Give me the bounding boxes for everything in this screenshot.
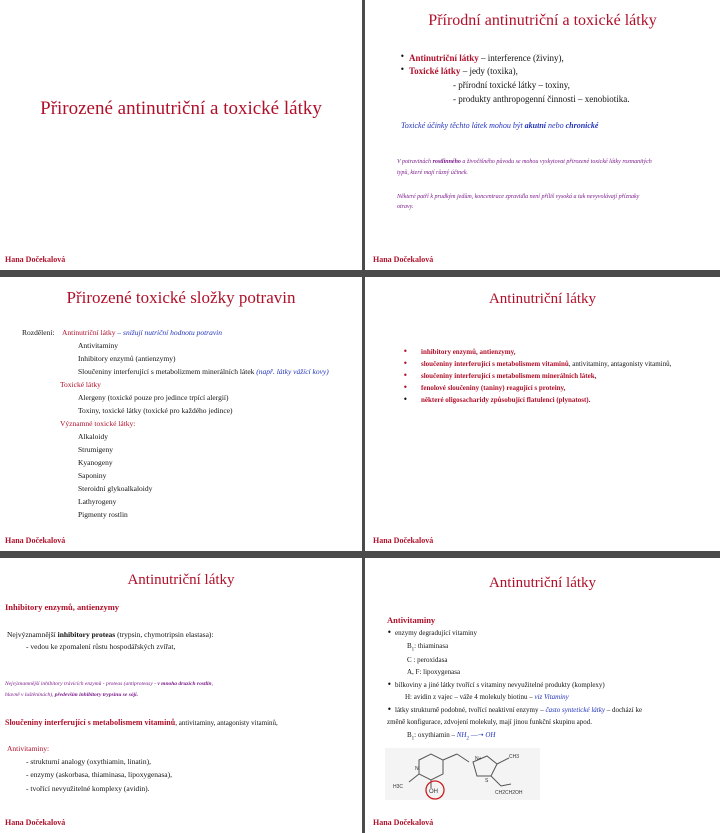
list-item: Pigmenty rostlin [78, 510, 128, 519]
slide-title: Antinutriční látky [127, 572, 235, 588]
bullet-text: sloučeniny interferující s metabolismem vitaminů, antivitaminy, antagonisty vitaminů, [421, 360, 672, 368]
list-item: Strumigeny [78, 445, 113, 454]
body-text: Nejvýznamnější inhibitory proteas (trypsin, chymotripsin elastasa): [7, 630, 214, 639]
slide-footer: Hana Dočekalová [5, 818, 66, 827]
slide-title: Přirozené toxické složky potravin [66, 288, 296, 307]
list-item: Saponiny [78, 471, 107, 480]
sub-item: - přírodní toxické látky – toxiny, [453, 80, 570, 90]
slide-title: Přirozené antinutriční a toxické látky [40, 98, 322, 119]
slide-footer: Hana Dočekalová [5, 536, 66, 545]
bullet: • [403, 383, 408, 392]
list-item: Alkaloidy [78, 432, 108, 441]
body-text: bílkoviny a jiné látky tvořící s vitaminy nevyužitelné produkty (komplexy) [395, 681, 605, 689]
nplus-label: N+ [475, 756, 482, 762]
list-item: - enzymy (askorbasa, thiaminasa, lipoxygenasa), [26, 770, 172, 779]
paragraph: Některé patří k prudkým jedům, koncentrace zpravidla není příliš vysoká a tak nevyvolávají příznaky [397, 194, 640, 200]
body-text: $B_1$: thiaminasa [407, 642, 449, 653]
bullet-text: inhibitory enzymů, antienzymy, [421, 348, 516, 356]
list-item: Steroidní glykoalkaloidy [78, 484, 153, 493]
horizontal-separator [0, 270, 720, 277]
bullet-text: fenolové sloučeniny (taniny) reagující s proteiny, [421, 384, 566, 392]
note-text: Nejvýznamnější inhibitory trávicích enzymů - proteas (antiproteasy - v mnoha druzích rostlin, [5, 681, 213, 687]
slide-footer: Hana Dočekalová [373, 255, 434, 264]
bullet: • [387, 705, 392, 714]
slide-2 [365, 0, 720, 270]
bullet-text: některé oligosacharidy způsobující flatulenci (plynatost). [421, 396, 591, 404]
bullet: • [403, 395, 408, 404]
paragraph: V potravinách rostlinného a živočišného původu se mohou vyskytovat přirozené toxické látky rozmanitých [397, 159, 652, 165]
slide-footer: Hana Dočekalová [5, 255, 66, 264]
body-text: C : peroxidasa [407, 656, 448, 664]
slide-1 [0, 0, 362, 270]
slide-title: Antinutriční látky [488, 291, 597, 307]
bullet: • [403, 347, 408, 356]
bullet-text: Toxické látky – jedy (toxika), [409, 66, 518, 76]
list-item: Toxiny, toxické látky (toxické pro každého jedince) [78, 406, 233, 415]
bullet: • [387, 680, 392, 689]
chain-label: CH2CH2OH [495, 790, 523, 796]
slide-6 [365, 558, 720, 833]
slide-3 [0, 277, 362, 551]
bullet: • [387, 628, 392, 637]
bullet: • [403, 359, 408, 368]
ch3-label: CH3 [509, 754, 520, 760]
category-toxic: Toxické látky [60, 380, 101, 389]
slide-footer: Hana Dočekalová [373, 536, 434, 545]
slide-4 [365, 277, 720, 551]
slide-5 [0, 558, 362, 833]
list-item: Inhibitory enzymů (antienzymy) [78, 354, 176, 363]
s-label: S [485, 778, 489, 784]
n-label: N [415, 766, 419, 772]
body-text: $B_1$: oxythiamin – $NH_2$ —➝ OH [407, 731, 496, 742]
category-significant: Významné toxické látky: [60, 419, 136, 428]
horizontal-separator [0, 551, 720, 558]
paragraph: otravy. [397, 204, 414, 210]
category-antinutritional: Antinutriční látky – snižují nutriční hodnotu potravin [62, 328, 223, 337]
sub-item: - produkty anthropogenní činnosti – xenobiotika. [453, 94, 630, 104]
section-heading: Sloučeniny interferující s metabolismem vitaminů, antivitaminy, antagonisty vitaminů, [5, 718, 278, 727]
list-item: Alergeny (toxické pouze pro jedince trpící alergií) [78, 393, 229, 402]
bullet-text: Antinutriční látky – interference (živiny), [409, 53, 564, 63]
bullet: • [403, 371, 408, 380]
bullet: • [400, 52, 405, 61]
slide-title: Antinutriční látky [488, 575, 597, 591]
section-heading: Antivitaminy [387, 615, 436, 625]
body-text: látky strukturně podobné, tvořící neaktivní enzymy – často syntetické látky – dochází ke [395, 706, 643, 714]
oxythiamin-structure [385, 748, 540, 800]
list-item: Kyanogeny [78, 458, 113, 467]
list-item: - tvořící nevyužitelné komplexy (avidin). [26, 784, 150, 793]
list-item: Antivitaminy [78, 341, 118, 350]
body-text: A, F: lipoxygenasa [407, 668, 461, 676]
bullet: • [400, 65, 405, 74]
list-item: Sloučeniny interferující s metabolizmem minerálních látek (např. látky vážící kovy) [78, 367, 329, 376]
paragraph: typů, které mají různý účinek. [397, 170, 468, 176]
slide-title: Přírodní antinutriční a toxické látky [428, 12, 657, 29]
section-heading: Inhibitory enzymů, antienzymy [5, 602, 120, 612]
classification-label: Rozdělení: [22, 328, 55, 337]
note-text: hlavně v luštěninách), především inhibitory trypsinu se sójí. [5, 692, 139, 698]
list-item: Lathyrogeny [78, 497, 117, 506]
body-text: - vedou ke zpomalení růstu hospodářských zvířat, [26, 642, 176, 651]
ch3-label: H3C [393, 784, 404, 790]
oh-label: OH [429, 789, 438, 795]
antivitamins-label: Antivitaminy: [7, 744, 50, 753]
list-item: - strukturní analogy (oxythiamin, linatin), [26, 757, 151, 766]
effects-text: Toxické účinky těchto látek mohou být akutní nebo chronické [401, 121, 599, 130]
body-text: enzymy degradující vitaminy [395, 629, 478, 637]
slide-footer: Hana Dočekalová [373, 818, 434, 827]
bullet-text: sloučeniny interferující s metabolismem minerálních látek, [421, 372, 597, 380]
body-text: změně konfigurace, zdvojení molekuly, mají jinou funkční skupinu apod. [387, 718, 593, 726]
body-text: H: avidin z vajec – váže 4 molekuly biotinu – viz Vitaminy [405, 693, 569, 701]
